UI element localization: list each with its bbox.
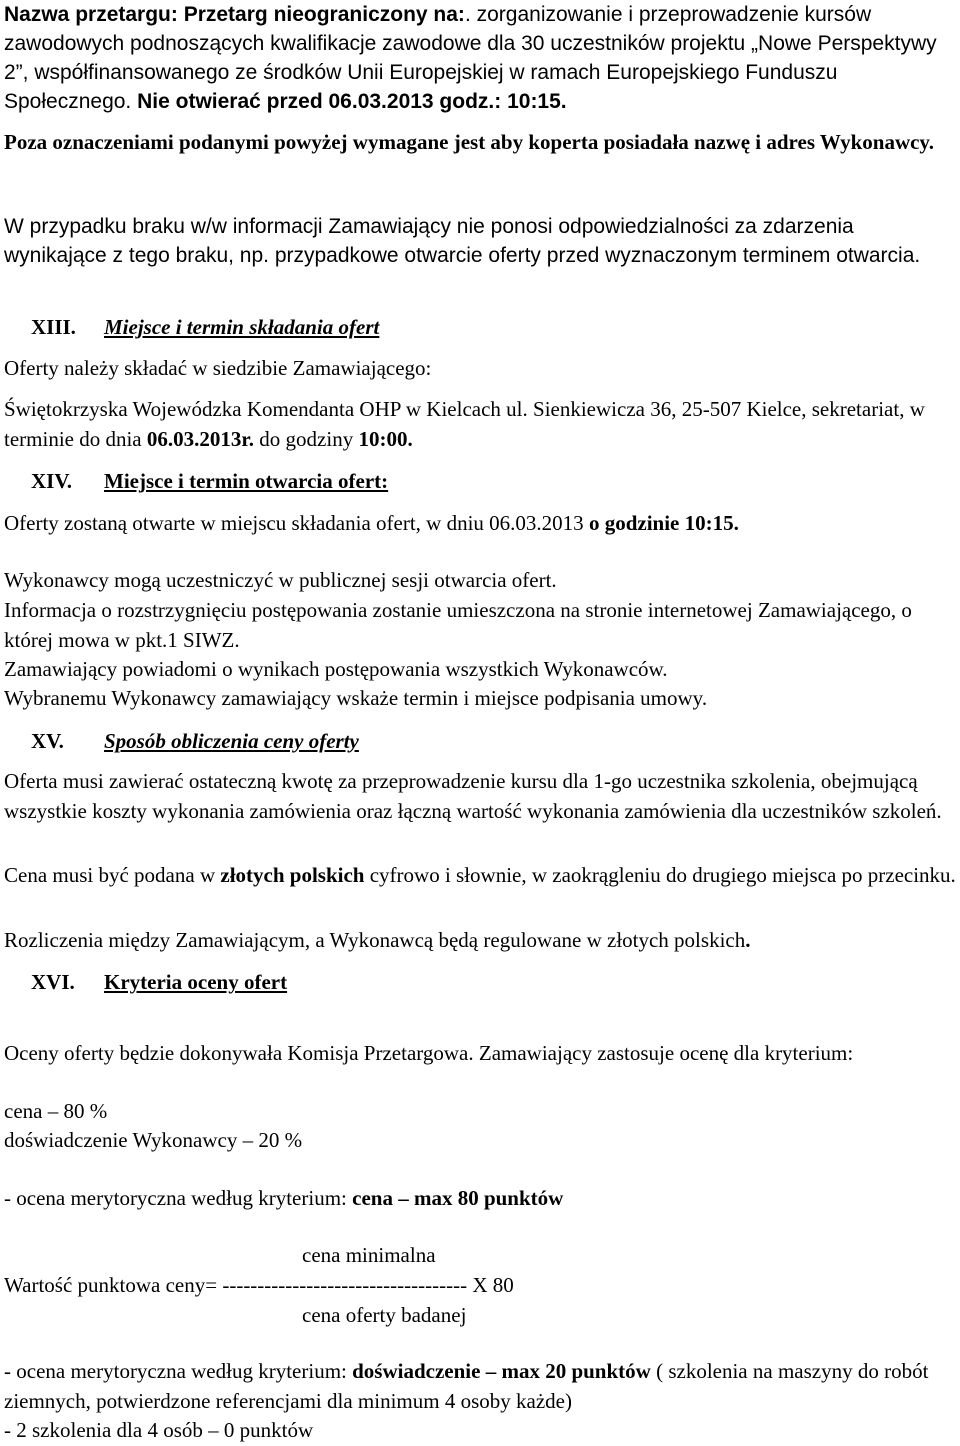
merit-price-label: - ocena merytoryczna według kryterium: xyxy=(4,1186,353,1210)
submission-time: 10:00. xyxy=(358,426,413,451)
section-13-address: Świętokrzyska Wojewódzka Komendanta OHP w Kielcach ul. Sienkiewicza 36, 25-507 Kielce, sekretariat, w terminie do dnia xyxy=(4,397,925,451)
merit-experience-note: ( szkolenia na maszyny do robót ziemnych, potwierdzone referencjami dla minimum 4 osoby każde) xyxy=(4,1359,929,1413)
submission-date: 06.03.2013r. xyxy=(146,426,255,451)
liability-note: W przypadku braku w/w informacji Zamawiający nie ponosi odpowiedzialności za zdarzenia wynikające z tego braku, np. przypadkowe otwarcie oferty przed wyznaczonym terminem otwarcia. xyxy=(4,215,921,267)
section-15-p2 xyxy=(4,861,956,891)
experience-score-line: - 2 szkolenia dla 4 osób – 0 punktów xyxy=(4,1418,314,1442)
section-13-number: XIII. xyxy=(31,315,76,339)
merit-price-line xyxy=(4,1184,956,1214)
merit-experience-label: - ocena merytoryczna według kryterium: xyxy=(4,1359,353,1383)
section-14-p4: Zamawiający powiadomi o wynikach postępowania wszystkich Wykonawców. xyxy=(4,657,668,681)
formula-denominator: cena oferty badanej xyxy=(302,1303,467,1327)
section-16-title: Kryteria oceny ofert xyxy=(104,970,288,994)
settlement-text: Rozliczenia między Zamawiającym, a Wykonawcą będą regulowane w złotych polskich xyxy=(4,928,746,952)
section-14-p5: Wybranemu Wykonawcy zamawiający wskaże termin i miejsce podpisania umowy. xyxy=(4,686,708,710)
formula-main-line: Wartość punktowa ceny= ----------------------------------- X 80 xyxy=(4,1273,514,1297)
section-14-p2: Wykonawcy mogą uczestniczyć w publicznej sesji otwarcia ofert. xyxy=(4,568,557,592)
section-13-p1: Oferty należy składać w siedzibie Zamawiającego: xyxy=(4,356,432,380)
section-16-heading xyxy=(4,968,956,998)
section-15-title: Sposób obliczenia ceny oferty xyxy=(104,729,359,753)
section-16-number: XVI. xyxy=(31,970,75,994)
merit-experience-max: doświadczenie – max 20 punktów xyxy=(352,1359,651,1383)
section-15-p3 xyxy=(4,926,956,956)
formula-numerator: cena minimalna xyxy=(302,1243,436,1267)
do-not-open-warning: Nie otwierać przed 06.03.2013 godz.: 10:15. xyxy=(137,90,567,113)
section-15-number: XV. xyxy=(31,729,64,753)
currency-name: złotych polskich xyxy=(220,863,365,887)
section-14-title: Miejsce i termin otwarcia ofert: xyxy=(104,469,389,493)
opening-time: o godzinie 10:15. xyxy=(588,511,739,535)
section-14-heading xyxy=(4,467,956,497)
criterion-experience: doświadczenie Wykonawcy – 20 % xyxy=(4,1128,303,1152)
tender-description: . zorganizowanie i przeprowadzenie kursów zawodowych podnoszących kwalifikacje zawodowe dla 30 uczestników projektu „Nowe Perspektywy 2”, współfinansowanego ze środków Unii Europejskiej w ramach Europejskiego Funduszu Społecznego. xyxy=(4,3,937,113)
intro-paragraph xyxy=(4,0,956,116)
section-13-heading xyxy=(4,313,956,343)
section-14-p1 xyxy=(4,509,956,539)
section-13-title: Miejsce i termin składania ofert xyxy=(104,315,380,339)
tender-name-label: Nazwa przetargu: Przetarg nieograniczony na: xyxy=(4,3,465,26)
section-16-p1: Oceny oferty będzie dokonywała Komisja Przetargowa. Zamawiający zastosuje ocenę dla kryterium: xyxy=(4,1041,854,1065)
section-15-p1: Oferta musi zawierać ostateczną kwotę za przeprowadzenie kursu dla 1-go uczestnika szkolenia, obejmującą wszystkie koszty wykonania zamówienia oraz łączną wartość wykonania zamówienia dla uczestników szkoleń. xyxy=(4,769,942,823)
section-13-hour-label: do godziny xyxy=(254,426,359,451)
currency-text-b: cyfrowo i słownie, w zaokrągleniu do drugiego miejsca po przecinku. xyxy=(364,863,956,887)
merit-price-max: cena – max 80 punktów xyxy=(352,1186,564,1210)
currency-text-a: Cena musi być podana w xyxy=(4,863,221,887)
section-15-heading xyxy=(4,727,956,757)
merit-experience-line xyxy=(4,1357,956,1416)
opening-date-text: Oferty zostaną otwarte w miejscu składania ofert, w dniu 06.03.2013 xyxy=(4,511,589,535)
section-14-p3: Informacja o rozstrzygnięciu postępowania zostanie umieszczona na stronie internetowej Zamawiającego, o której mowa w pkt.1 SIWZ. xyxy=(4,598,912,652)
settlement-period: . xyxy=(745,928,751,952)
section-14-number: XIV. xyxy=(31,469,73,493)
price-formula xyxy=(4,1241,956,1331)
section-13-p2 xyxy=(4,395,956,454)
criterion-price: cena – 80 % xyxy=(4,1099,108,1123)
envelope-note: Poza oznaczeniami podanymi powyżej wymagane jest aby koperta posiadała nazwę i adres Wykonawcy. xyxy=(4,130,935,154)
